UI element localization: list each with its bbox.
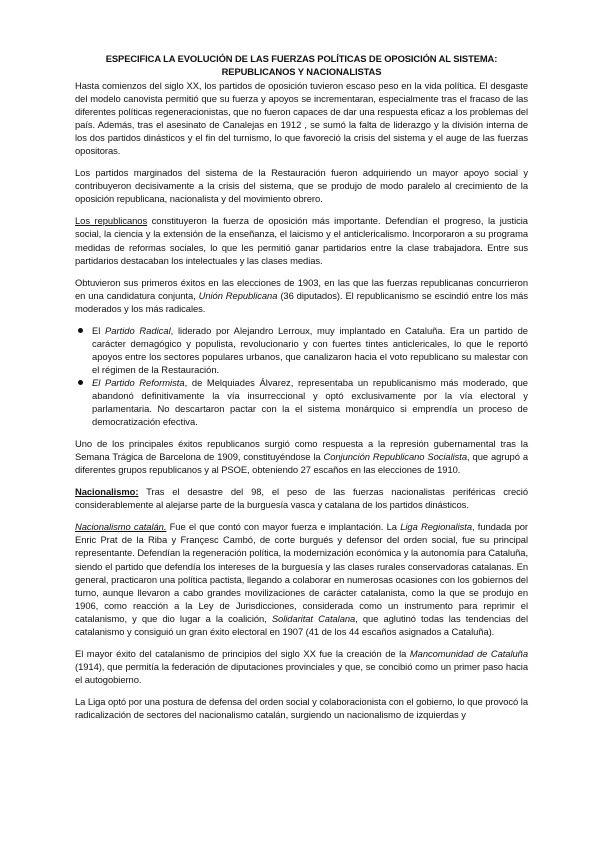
heading-nacionalismo: Nacionalismo: [75,486,139,498]
heading-nacionalismo-catalan: Nacionalismo catalán. [75,521,167,533]
term-conjuncion: Conjunción Republicano Socialista [323,451,468,463]
term-union-republicana: Unión Republicana [198,289,278,301]
paragraph-marginados: Los partidos marginados del sistema de la Restauración fueron adquiriendo un mayor apoyo social y contribuyeron decisivamente a la crisis del sistema, que se produjo de modo paralelo al crecimiento de la oposición republicana, nacionalista y del movimiento obrero. [75,167,528,205]
term-liga-regionalista: Liga Regionalista [400,521,472,533]
paragraph-liga: La Liga optó por una postura de defensa del orden social y colaboracionista con el gobierno, lo que provocó la radicalización de sectores del nacionalismo catalán, surgiendo un nacionalismo de izquierdas y [75,695,528,720]
document-body [75,52,528,730]
paragraph-intro: Hasta comienzos del siglo XX, los partidos de oposición tuvieron escaso peso en la vida política. El desgaste del modelo canovista permitió que su fuerza y apoyos se incrementaran, especialmente tras el fracaso de las diferentes políticas regeneracionistas, que no fueron capaces de dar una respuesta eficaz a los problemas del país. Además, tras el asesinato de Canalejas en 1912 , se sumó la falta de liderazgo y la división interna de los dos partidos dinásticos y el fin del turnismo, lo que favoreció la crisis del sistema y el auge de las fuerzas opositoras. [75,80,528,157]
paragraph-conjuncion: Uno de los principales éxitos republicanos surgió como respuesta a la represión gubernamental tras la Semana Trágica de Barcelona de 1909, constituyéndose la Conjunción Republicano Socialista, que agrupó a diferentes grupos republicanos y al PSOE, obteniendo 27 escaños en las elecciones de 1910. [75,438,528,476]
term-mancomunidad: Mancomunidad de Cataluña [409,647,528,659]
bullet-list-partidos [75,324,528,428]
bullet-icon [78,328,83,333]
paragraph-mancomunidad: El mayor éxito del catalanismo de principios del siglo XX fue la creación de la Mancomunidad de Cataluña (1914), que permitía la federación de diputaciones provinciales y que, se concibió como un primer paso hacia el autogobierno. [75,647,528,685]
paragraph-nacionalismo-catalan: Nacionalismo catalán. Fue el que contó con mayor fuerza e implantación. La Liga Regionalista, fundada por Enric Prat de la Riba y Françesc Cambó, de corte burgués y defensor del orden social, fue su principal representante. Defendían la regeneración política, la modernización económica y la autonomía para Cataluña, siendo el partido que defendía los intereses de la burguesía y las clases rurales conservadoras catalanas. En general, practicaron una política pactista, llegando a colaborar en numerosas ocasiones con los gobiernos del turno, aunque llevaron a cabo grandes movilizaciones de carácter catalanista, como la que se produjo en 1906, como reacción a la Ley de Jurisdicciones, considerada como un instrumento para reprimir el catalanismo, y que dio lugar a la coalición, Solidaritat Catalana, que aglutinó todas las tendencias del catalanismo y consiguió un gran éxito electoral en 1907 (41 de los 44 escaños asignados a Cataluña). [75,521,529,637]
paragraph-elecciones-1903: Obtuvieron sus primeros éxitos en las elecciones de 1903, en las que las fuerzas republicanas concurrieron en una candidatura conjunta, Unión Republicana (36 diputados). El republicanismo se escindió entre los más moderados y los más radicales. [75,276,528,314]
heading-republicanos: Los republicanos [75,215,148,227]
term-partido-reformista: El Partido Reformista [92,376,185,388]
bullet-icon [78,380,83,385]
list-item: El Partido Radical, liderado por Alejandro Lerroux, muy implantado en Cataluña. Era un partido de carácter demagógico y populista, revolucionario y con fuertes tintes anticlericales, lo que le reportó apoyos entre los sectores populares urbanos, que canalizaron hacia el voto republicano su malestar con el régimen de la Restauración. [75,324,528,376]
term-partido-radical: Partido Radical [105,324,171,336]
paragraph-republicanos [75,214,528,266]
paragraph-republicanos-text: constituyeron la fuerza de oposición más importante. Defendían el progreso, la justicia social, la ciencia y la extensión de la enseñanza, el laicismo y el anticlericalismo. Incorporaron a su programa medidas de reformas sociales, lo que les permitió ganar partidarios entre la clase trabajadora. Entre sus partidarios destacaban los intelectuales y las clases medias. [75,215,528,266]
paragraph-nacionalismo: Nacionalismo: Tras el desastre del 98, el peso de las fuerzas nacionalistas periféricas creció considerablemente al alejarse parte de la burguesía vasca y catalana de los partidos dinásticos. [75,486,528,511]
document-title: ESPECIFICA LA EVOLUCIÓN DE LAS FUERZAS POLÍTICAS DE OPOSICIÓN AL SISTEMA: REPUBLICANOS Y NACIONALISTAS [105,53,498,77]
list-item: El Partido Reformista, de Melquiades Álvarez, representaba un republicanismo más moderado, que abandonó definitivamente la vía insurreccional y optó exclusivamente por la vía electoral y parlamentaria. No descartaron pactar con la el sistema monárquico si emprendía un proceso de democratización efectiva. [75,376,528,428]
term-solidaritat-catalana: Solidaritat Catalana [271,612,356,624]
